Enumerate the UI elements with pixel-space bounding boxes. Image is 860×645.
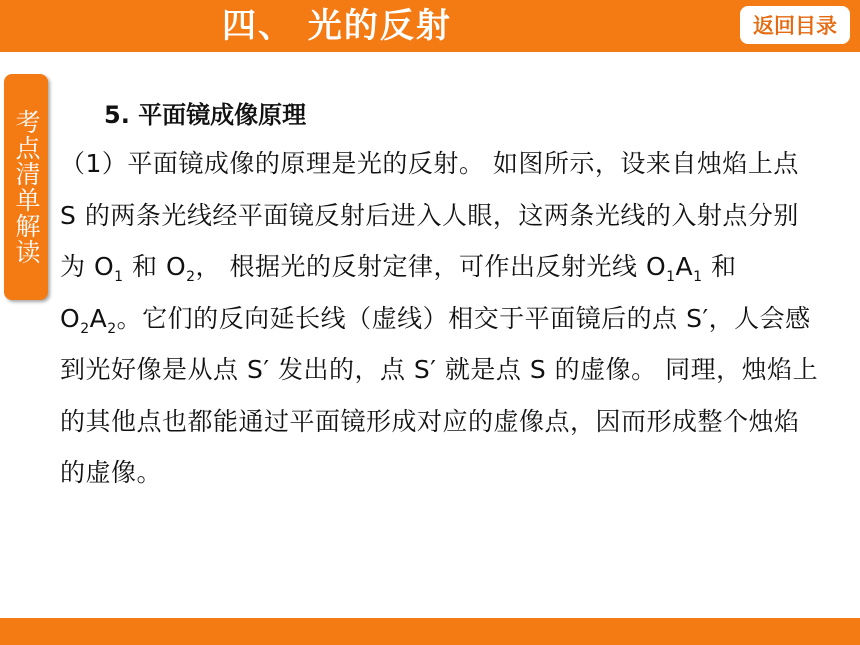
footer-bar <box>0 618 860 645</box>
back-to-contents-button[interactable]: 返回目录 <box>740 6 850 44</box>
content-area <box>60 92 820 499</box>
body-sub-6: 2 <box>107 320 117 337</box>
body-text-1: （1）平面镜成像的原理是光的反射。 如图所示，设来自烛焰上点 S 的两条光线经平面镜反射后进入人眼，这两条光线的入射点分别为 O <box>60 149 799 281</box>
body-sub-3: 1 <box>666 269 676 285</box>
body-paragraph <box>60 138 820 499</box>
body-sub-2: 2 <box>186 269 196 285</box>
section-heading: 5. 平面镜成像原理 <box>104 101 307 129</box>
body-text-5: 和 O <box>60 252 737 333</box>
body-sub-5: 2 <box>80 320 90 337</box>
body-sub-1: 1 <box>114 269 124 285</box>
page-title: 四、 光的反射 <box>222 6 452 46</box>
body-text-4: A <box>675 252 694 281</box>
side-tab-label: 考点清单解读 <box>4 74 48 300</box>
body-text-3: ， 根据光的反射定律，可作出反射光线 O <box>195 252 667 281</box>
body-text-6: A <box>89 303 108 333</box>
header-bar <box>0 0 860 52</box>
body-text-7: 。它们的反向延长线（虚线）相交于平面镜后的点 S′，人会感到光好像是从点 S′ 发出的，点 S′ 就是点 S 的虚像。 同理，烛焰上的其他点也都能通过平面镜形成对应的虚像点，因而形成整个烛焰的虚像。 <box>60 303 819 487</box>
body-text-2: 和 O <box>123 252 187 281</box>
body-sub-4: 1 <box>693 269 703 285</box>
